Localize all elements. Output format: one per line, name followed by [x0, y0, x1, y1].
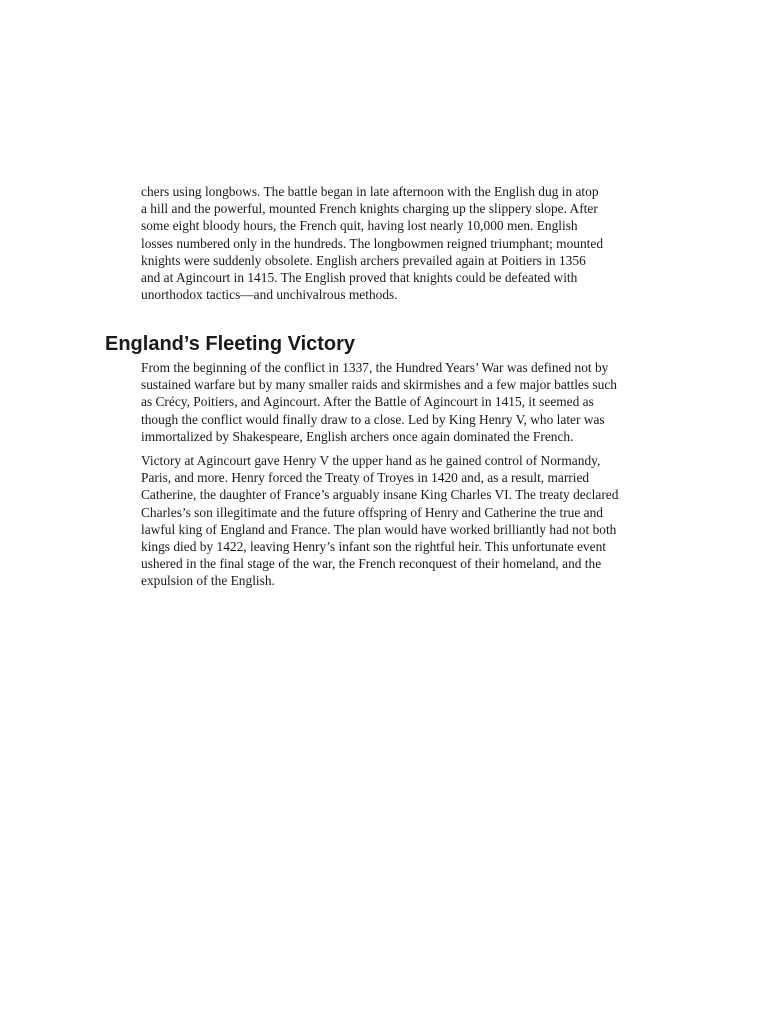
intro-paragraph	[141, 183, 683, 303]
text-line: and at Agincourt in 1415. The English proved that knights could be defeated with	[141, 270, 578, 286]
text-line: ushered in the final stage of the war, the French reconquest of their homeland, and the	[141, 556, 602, 572]
text-line: kings died by 1422, leaving Henry’s infant son the rightful heir. This unfortunate event	[141, 539, 606, 555]
text-line: knights were suddenly obsolete. English archers prevailed again at Poitiers in 1356	[141, 252, 586, 268]
body-paragraph-1	[141, 359, 683, 445]
body-paragraph-2	[141, 452, 683, 590]
text-line: lawful king of England and France. The plan would have worked brilliantly had not both	[141, 521, 617, 537]
text-line: Victory at Agincourt gave Henry V the upper hand as he gained control of Normandy,	[141, 453, 601, 468]
text-line: Charles’s son illegitimate and the future offspring of Henry and Catherine the true and	[141, 504, 603, 520]
text-line: immortalized by Shakespeare, English archers once again dominated the French.	[141, 428, 574, 444]
text-line: expulsion of the English.	[141, 573, 275, 589]
text-line: a hill and the powerful, mounted French knights charging up the slippery slope. After	[141, 201, 598, 217]
text-line: chers using longbows. The battle began in late afternoon with the English dug in atop	[141, 184, 599, 199]
section-heading: England’s Fleeting Victory	[105, 333, 356, 355]
text-line: losses numbered only in the hundreds. The longbowmen reigned triumphant; mounted	[141, 235, 604, 251]
text-line: unorthodox tactics—and unchivalrous methods.	[141, 287, 398, 303]
text-line: Catherine, the daughter of France’s arguably insane King Charles VI. The treaty declared	[141, 487, 619, 503]
text-line: From the beginning of the conflict in 1337, the Hundred Years’ War was defined not by	[141, 360, 609, 375]
text-line: as Crécy, Poitiers, and Agincourt. After the Battle of Agincourt in 1415, it seemed as	[141, 394, 594, 410]
text-line: sustained warfare but by many smaller raids and skirmishes and a few major battles such	[141, 377, 617, 393]
text-line: some eight bloody hours, the French quit, having lost nearly 10,000 men. English	[141, 218, 578, 234]
text-line: though the conflict would finally draw to a close. Led by King Henry V, who later was	[141, 411, 605, 427]
text-line: Paris, and more. Henry forced the Treaty of Troyes in 1420 and, as a result, married	[141, 470, 590, 486]
